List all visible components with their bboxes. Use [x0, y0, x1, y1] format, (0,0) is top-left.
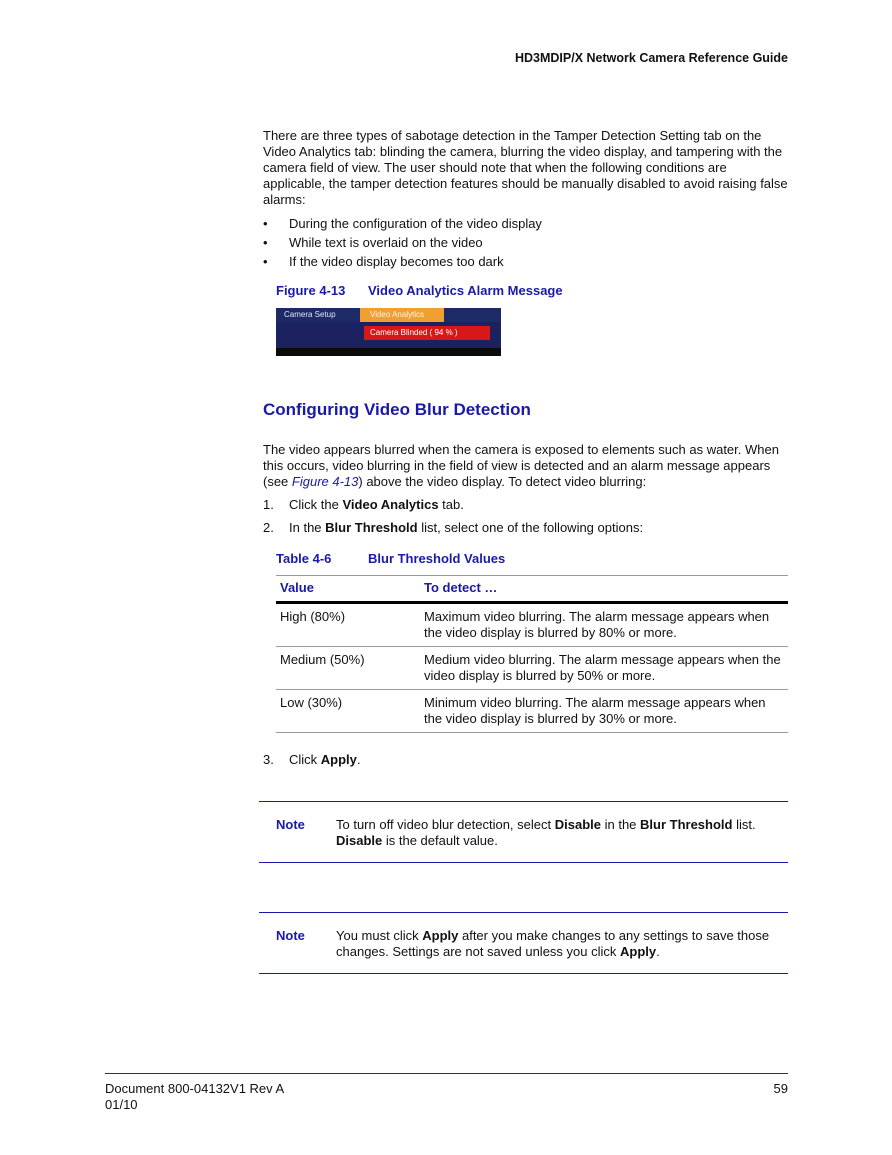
step-text: tab. — [438, 497, 464, 512]
step-text: . — [356, 752, 361, 767]
section-paragraph — [263, 442, 788, 490]
note-bold: Disable — [554, 817, 601, 832]
step-bold: Blur Threshold — [325, 520, 418, 535]
blur-threshold-table — [276, 575, 788, 733]
section-heading: Configuring Video Blur Detection — [263, 400, 531, 419]
step-text: Click — [289, 752, 321, 767]
document-date: 01/10 — [105, 1097, 138, 1112]
table-cell: Medium (50%) — [276, 647, 420, 690]
column-header-value: Value — [276, 576, 420, 603]
step-text: Click the — [289, 497, 343, 512]
table-caption — [276, 551, 505, 567]
page-number: 59 — [773, 1081, 788, 1096]
note-label: Note — [276, 817, 305, 832]
step-bold: Video Analytics — [342, 497, 439, 512]
step-2 — [263, 520, 788, 536]
note-segment: after you make changes to any settings to save those changes. Settings are not saved unless you click — [336, 928, 770, 959]
table-cell: Minimum video blurring. The alarm message appears when the video display is blurred by 30% or more. — [420, 690, 788, 733]
note-bold: Disable — [336, 833, 383, 848]
step-1 — [263, 497, 788, 513]
figure-number: Figure 4-13 — [276, 283, 346, 298]
step-number: 3. — [263, 752, 274, 767]
list-item: • During the configuration of the video display — [263, 216, 788, 235]
camera-setup-tab: Camera Setup — [284, 310, 336, 319]
list-item: • While text is overlaid on the video — [263, 235, 788, 254]
note-text — [336, 817, 781, 849]
note-segment: list. — [732, 817, 756, 832]
figure-title: Video Analytics Alarm Message — [368, 283, 563, 298]
alarm-message-screenshot — [276, 308, 501, 356]
intro-paragraph: There are three types of sabotage detection in the Tamper Detection Setting tab on the Video Analytics tab: blinding the camera, blurring the video display, and tampering with the camera field of view. The user should note that when the following conditions are applicable, the tamper detection features should be manually disabled to avoid raising false alarms: — [263, 128, 788, 207]
note-segment: You must click — [336, 928, 423, 943]
note-box — [259, 801, 788, 863]
figure-link[interactable]: Figure 4-13 — [291, 474, 359, 489]
step-number: 2. — [263, 520, 274, 535]
note-segment: in the — [600, 817, 641, 832]
table-row — [276, 603, 788, 647]
step-bold: Apply — [320, 752, 357, 767]
page-header-title: HD3MDIP/X Network Camera Reference Guide — [514, 51, 788, 65]
note-bold: Apply — [620, 944, 657, 959]
note-bold: Blur Threshold — [640, 817, 733, 832]
note-box — [259, 912, 788, 974]
table-header-row — [276, 576, 788, 603]
table-row — [276, 690, 788, 733]
note-label: Note — [276, 928, 305, 943]
table-number: Table 4-6 — [276, 551, 332, 566]
step-number: 1. — [263, 497, 274, 512]
note-bold: Apply — [422, 928, 459, 943]
table-cell: Maximum video blurring. The alarm message appears when the video display is blurred by 80% or more. — [420, 603, 788, 647]
table-row — [276, 647, 788, 690]
table-cell: Low (30%) — [276, 690, 420, 733]
step-text: In the — [289, 520, 326, 535]
table-cell: Medium video blurring. The alarm message appears when the video display is blurred by 50% or more. — [420, 647, 788, 690]
note-segment: To turn off video blur detection, select — [336, 817, 555, 832]
step-text: list, select one of the following options: — [417, 520, 644, 535]
alarm-message-badge: Camera Blinded ( 94 % ) — [364, 326, 490, 340]
note-text — [336, 928, 781, 960]
paragraph-text: ) above the video display. To detect video blurring: — [358, 474, 647, 489]
paragraph-text: The video appears blurred when the camera is exposed to elements such as water. When this occurs, video blurring in the field of view is detected and an alarm message appears (see — [263, 442, 779, 489]
table-cell: High (80%) — [276, 603, 420, 647]
note-segment: . — [656, 944, 660, 959]
column-header-detect: To detect … — [420, 576, 788, 603]
note-segment: is the default value. — [382, 833, 498, 848]
footer-document-info — [105, 1081, 284, 1113]
document-number: Document 800-04132V1 Rev A — [105, 1081, 285, 1096]
footer-divider — [105, 1073, 788, 1074]
list-item: • If the video display becomes too dark — [263, 254, 788, 273]
conditions-list — [263, 216, 788, 273]
figure-caption — [276, 283, 563, 299]
video-analytics-tab: Video Analytics — [360, 308, 444, 322]
table-title: Blur Threshold Values — [368, 551, 506, 566]
step-3 — [263, 752, 788, 768]
